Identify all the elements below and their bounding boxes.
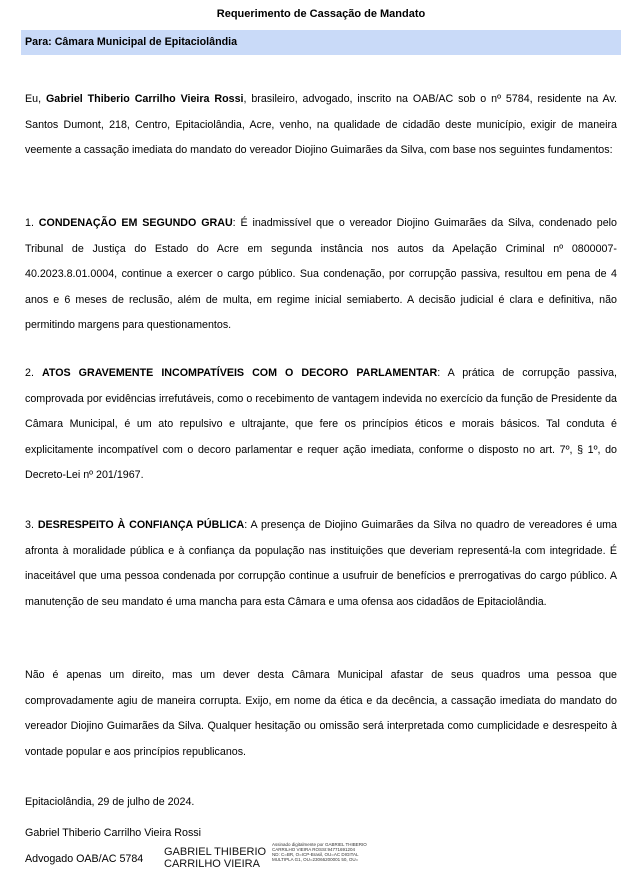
stamp-line: MULTIPLA G1, OU=23066200001 50, OU= (272, 857, 359, 862)
item-heading: CONDENAÇÃO EM SEGUNDO GRAU (38, 217, 233, 229)
item-paragraph-1 (25, 211, 617, 339)
item-heading: ATOS GRAVEMENTE INCOMPATÍVEIS COM O DECORO PARLAMENTAR (41, 367, 438, 379)
digital-signature-name (164, 846, 266, 870)
intro-paragraph (25, 87, 617, 164)
stamp-line: ND: C=BR, O=ICP-Brasil, OU=AC DIGITAL (272, 852, 359, 857)
digital-signature-stamp (272, 842, 382, 862)
item-paragraph-2 (25, 361, 617, 489)
signature-name-line: CARRILHO VIEIRA (164, 858, 260, 870)
signer-name: Gabriel Thiberio Carrilho Vieira Rossi (25, 827, 202, 839)
item-number: 2. (25, 367, 42, 379)
stamp-line: Assinado digitalmente por GABRIEL THIBERIO (272, 842, 367, 847)
stamp-line: CARRILHO VIEIRA ROSSI:94771691204 (272, 847, 356, 852)
document-title: Requerimento de Cassação de Mandato (216, 8, 426, 20)
addressee-text: Para: Câmara Municipal de Epitaciolândia (25, 36, 238, 48)
closing-paragraph: Não é apenas um direito, mas um dever desta Câmara Municipal afastar de seus quadros uma pessoa que comprovadamente agiu de maneira corrupta. Exijo, em nome da ética e da decência, a cassação imediata do mandato do vereador Diojino Guimarães da Silva. Qualquer hesitação ou omissão será interpretada como cumplicidade e desrespeito à vontade popular e aos princípios republicanos. (25, 669, 617, 758)
intro-text: , brasileiro, advogado, inscrito na OAB/AC sob o nº 5784, residente na Av. Santos Dumont, 218, Centro, Epitaciolândia, Acre, venho, na qualidade de cidadão deste município, exigir de maneira veemente a cassação imediata do mandato do vereador Diojino Guimarães da Silva, com base nos seguintes fundamentos: (25, 93, 617, 156)
intro-name: Gabriel Thiberio Carrilho Vieira Rossi (45, 93, 244, 105)
item-text: : É inadmissível que o vereador Diojino Guimarães da Silva, condenado pelo Tribunal de Justiça do Estado do Acre em segunda instância nos autos da Apelação Criminal nº 0800007-40.2023.8.01.0004, continue a exercer o cargo público. Sua condenação, por corrupção passiva, resultou em pena de 4 anos e 6 meses de reclusão, além de multa, em regime inicial semiaberto. A decisão judicial é clara e definitiva, não permitindo margens para questionamentos. (25, 217, 617, 331)
place-date: Epitaciolândia, 29 de julho de 2024. (25, 796, 195, 808)
item-number: 3. (25, 519, 38, 531)
item-paragraph-3 (25, 513, 617, 615)
item-number: 1. (25, 217, 39, 229)
item-heading: DESRESPEITO À CONFIANÇA PÚBLICA (37, 519, 245, 531)
item-text: : A prática de corrupção passiva, comprovada por evidências irrefutáveis, como o recebimento de vantagem indevida no exercício da função de Presidente da Câmara Municipal, é um ato repulsivo e ultrajante, que fere os princípios éticos e morais básicos. Tal conduta é explicitamente incompatível com o decoro parlamentar e requer ação imediata, conforme o disposto no art. 7º, § 1º, do Decreto-Lei nº 201/1967. (25, 367, 617, 481)
item-text: : A presença de Diojino Guimarães da Silva no quadro de vereadores é uma afronta à moralidade pública e à confiança da população nas instituições que deveriam representá-la com integridade. É inaceitável que uma pessoa condenada por corrupção continue a usufruir de benefícios e prerrogativas do cargo público. A manutenção de seu mandato é uma mancha para esta Câmara e uma ofensa aos cidadãos de Epitaciolândia. (25, 519, 617, 608)
addressee-banner (21, 30, 621, 55)
signer-oab: Advogado OAB/AC 5784 (25, 853, 144, 865)
signature-name-line: GABRIEL THIBERIO (164, 846, 267, 858)
intro-pre: Eu, (25, 93, 46, 105)
